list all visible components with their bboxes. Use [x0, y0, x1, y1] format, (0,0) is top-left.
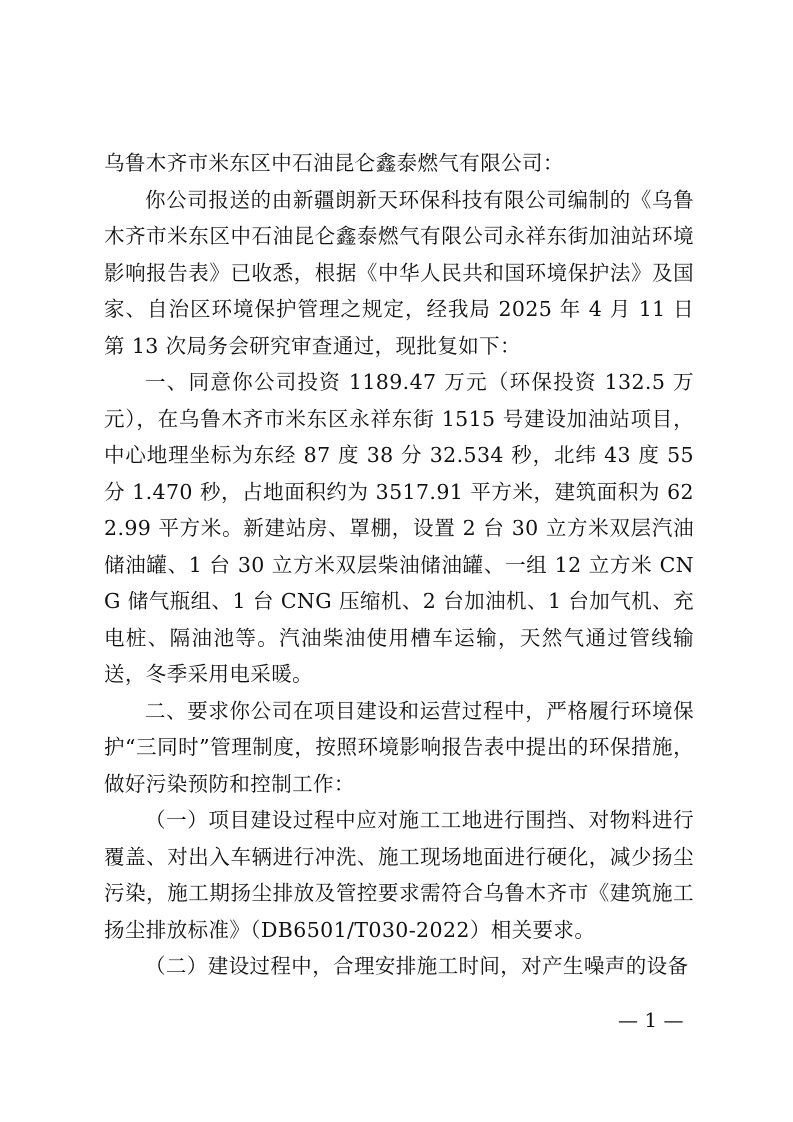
paragraph-sub-item-1: （一）项目建设过程中应对施工工地进行围挡、对物料进行覆盖、对出入车辆进行冲洗、施工现场地面进行硬化，减少扬尘污染，施工期扬尘排放及管控要求需符合乌鲁木齐市《建筑施工扬尘排放标准》（DB6501/T030-2022）相关要求。	[104, 808, 694, 942]
paragraph-sub-item-2: （二）建设过程中，合理安排施工时间，对产生噪声的设备	[145, 954, 689, 978]
paragraph-item-2: 二、要求你公司在项目建设和运营过程中，严格履行环境保护“三同时”管理制度，按照环境影响报告表中提出的环保措施，做好污染预防和控制工作：	[104, 698, 694, 796]
page-number: — 1 —	[618, 1008, 684, 1032]
paragraph-item-1: 一、同意你公司投资 1189.47 万元（环保投资 132.5 万元），在乌鲁木齐市米东区永祥东街 1515 号建设加油站项目，中心地理坐标为东经 87 度 38 分 32.534 秒，北纬 43 度 55 分 1.470 秒，占地面积约为 3517.91 平方米，建筑面积为 622.99 平方米。新建站房、罩棚，设置 2 台 30 立方米双层汽油储油罐、1 台 30 立方米双层柴油储油罐、一组 12 立方米 CNG 储气瓶组、1 台 CNG 压缩机、2 台加油机、1 台加气机、充电桩、隔油池等。汽油柴油使用槽车运输，天然气通过管线输送，冬季采用电采暖。	[104, 370, 694, 686]
paragraph-intro: 你公司报送的由新疆朗新天环保科技有限公司编制的《乌鲁木齐市米东区中石油昆仑鑫泰燃气有限公司永祥东街加油站环境影响报告表》已收悉，根据《中华人民共和国环境保护法》及国家、自治区环境保护管理之规定，经我局 2025 年 4 月 11 日第 13 次局务会研究审查通过，现批复如下：	[104, 187, 694, 358]
salutation: 乌鲁木齐市米东区中石油昆仑鑫泰燃气有限公司：	[104, 151, 564, 175]
document-body	[104, 145, 694, 985]
